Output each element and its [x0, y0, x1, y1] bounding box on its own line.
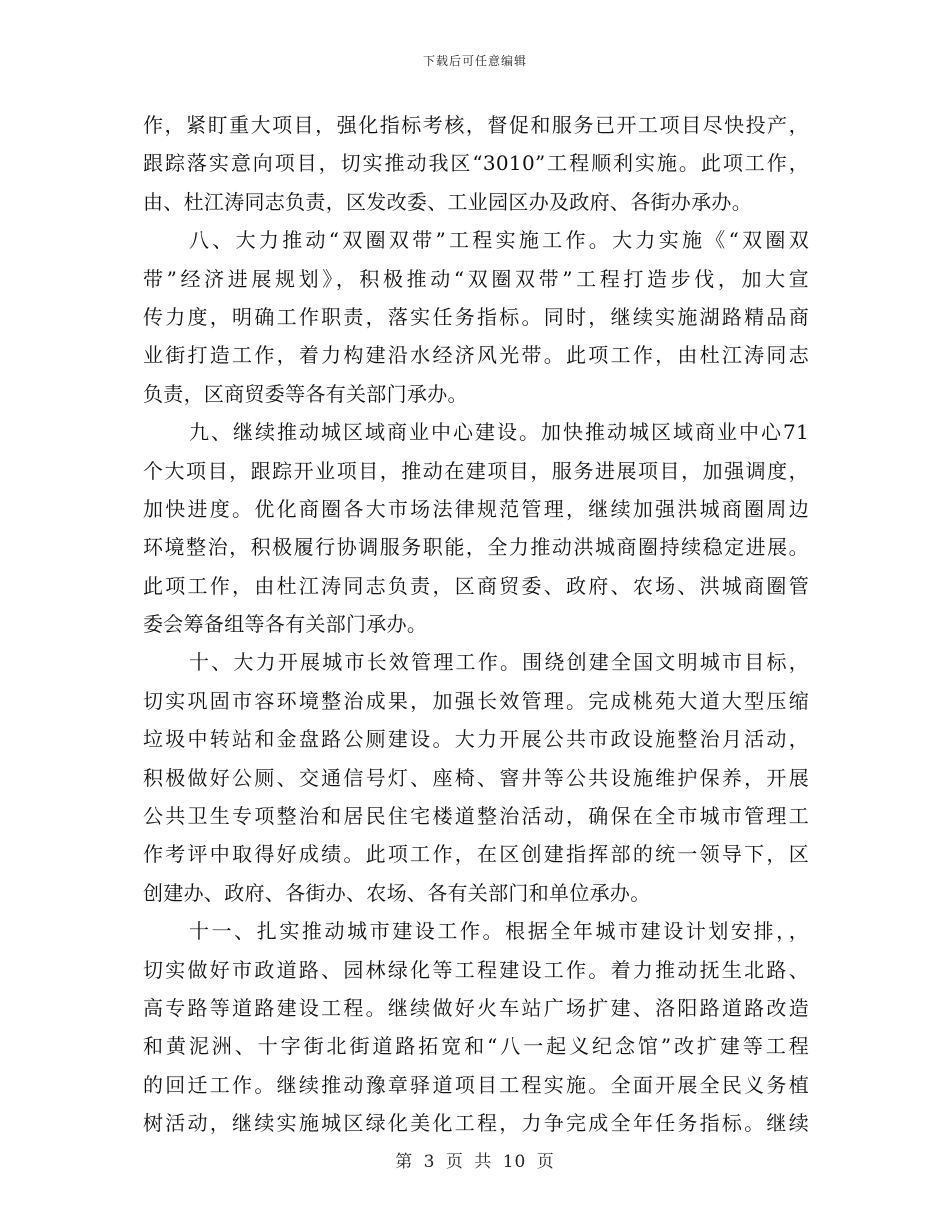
- text-line: 传力度，明确工作职责，落实任务指标。同时，继续实施湖路精品商: [143, 304, 809, 329]
- text-line: 由、杜江涛同志负责，区发改委、工业园区办及政府、各街办承办。: [143, 189, 752, 214]
- text-line: 切实做好市政道路、园林绿化等工程建设工作。着力推动抚生北路、: [143, 957, 809, 982]
- text-line: 垃圾中转站和金盘路公厕建设。大力开展公共市政设施整治月活动，: [143, 727, 809, 752]
- text-line: 高专路等道路建设工程。继续做好火车站广场扩建、洛阳路道路改造: [143, 995, 809, 1020]
- text-line: 的回迁工作。继续推动豫章驿道项目工程实施。全面开展全民义务植: [143, 1072, 809, 1097]
- text-line: 作，紧盯重大项目，强化指标考核，督促和服务已开工项目尽快投产，: [143, 113, 809, 137]
- text-line: 积极做好公厕、交通信号灯、座椅、窨井等公共设施维护保养，开展: [143, 765, 809, 790]
- text-line: 和黄泥洲、十字街北街道路拓宽和“八一起义纪念馆”改扩建等工程: [143, 1034, 809, 1059]
- text-line: 作考评中取得好成绩。此项工作，在区创建指挥部的统一领导下，区: [143, 842, 809, 867]
- text-line: 带”经济进展规划》，积极推动“双圈双带”工程打造步伐，加大宣: [143, 266, 809, 291]
- text-line: 负责，区商贸委等各有关部门承办。: [143, 381, 468, 406]
- text-line: 加快进度。优化商圈各大市场法律规范管理，继续加强洪城商圈周边: [143, 496, 809, 521]
- paragraph-first-line: 十、大力开展城市长效管理工作。围绕创建全国文明城市目标，: [189, 650, 809, 675]
- text-line: 委会筹备组等各有关部门承办。: [143, 612, 428, 637]
- paragraph-first-line: 九、继续推动城区域商业中心建设。加快推动城区域商业中心71: [189, 420, 809, 445]
- paragraph-first-line: 八、大力推动“双圈双带”工程实施工作。大力实施《“双圈双: [189, 228, 809, 253]
- text-line: 此项工作，由杜江涛同志负责，区商贸委、政府、农场、洪城商圈管: [143, 573, 809, 598]
- page-footer: 第 3 页 共 10 页: [395, 1152, 555, 1172]
- text-line: 跟踪落实意向项目，切实推动我区“3010”工程顺利实施。此项工作，: [143, 151, 809, 176]
- paragraph-first-line: 十一、扎实推动城市建设工作。根据全年城市建设计划安排，，: [189, 919, 809, 944]
- body-text: [143, 106, 809, 1143]
- text-line: 公共卫生专项整治和居民住宅楼道整治活动，确保在全市城市管理工: [143, 804, 809, 829]
- page-header: 下载后可任意编辑: [422, 54, 527, 68]
- text-line: 个大项目，跟踪开业项目，推动在建项目，服务进展项目，加强调度，: [143, 458, 809, 483]
- text-line: 业街打造工作，着力构建沿水经济风光带。此项工作，由杜江涛同志: [143, 343, 809, 368]
- text-line: 树活动，继续实施城区绿化美化工程，力争完成全年任务指标。继续: [143, 1111, 809, 1136]
- text-line: 创建办、政府、各街办、农场、各有关部门和单位承办。: [143, 880, 651, 905]
- text-line: 环境整治，积极履行协调服务职能，全力推动洪城商圈持续稳定进展。: [143, 535, 809, 560]
- text-line: 切实巩固市容环境整治成果，加强长效管理。完成桃苑大道大型压缩: [143, 688, 809, 713]
